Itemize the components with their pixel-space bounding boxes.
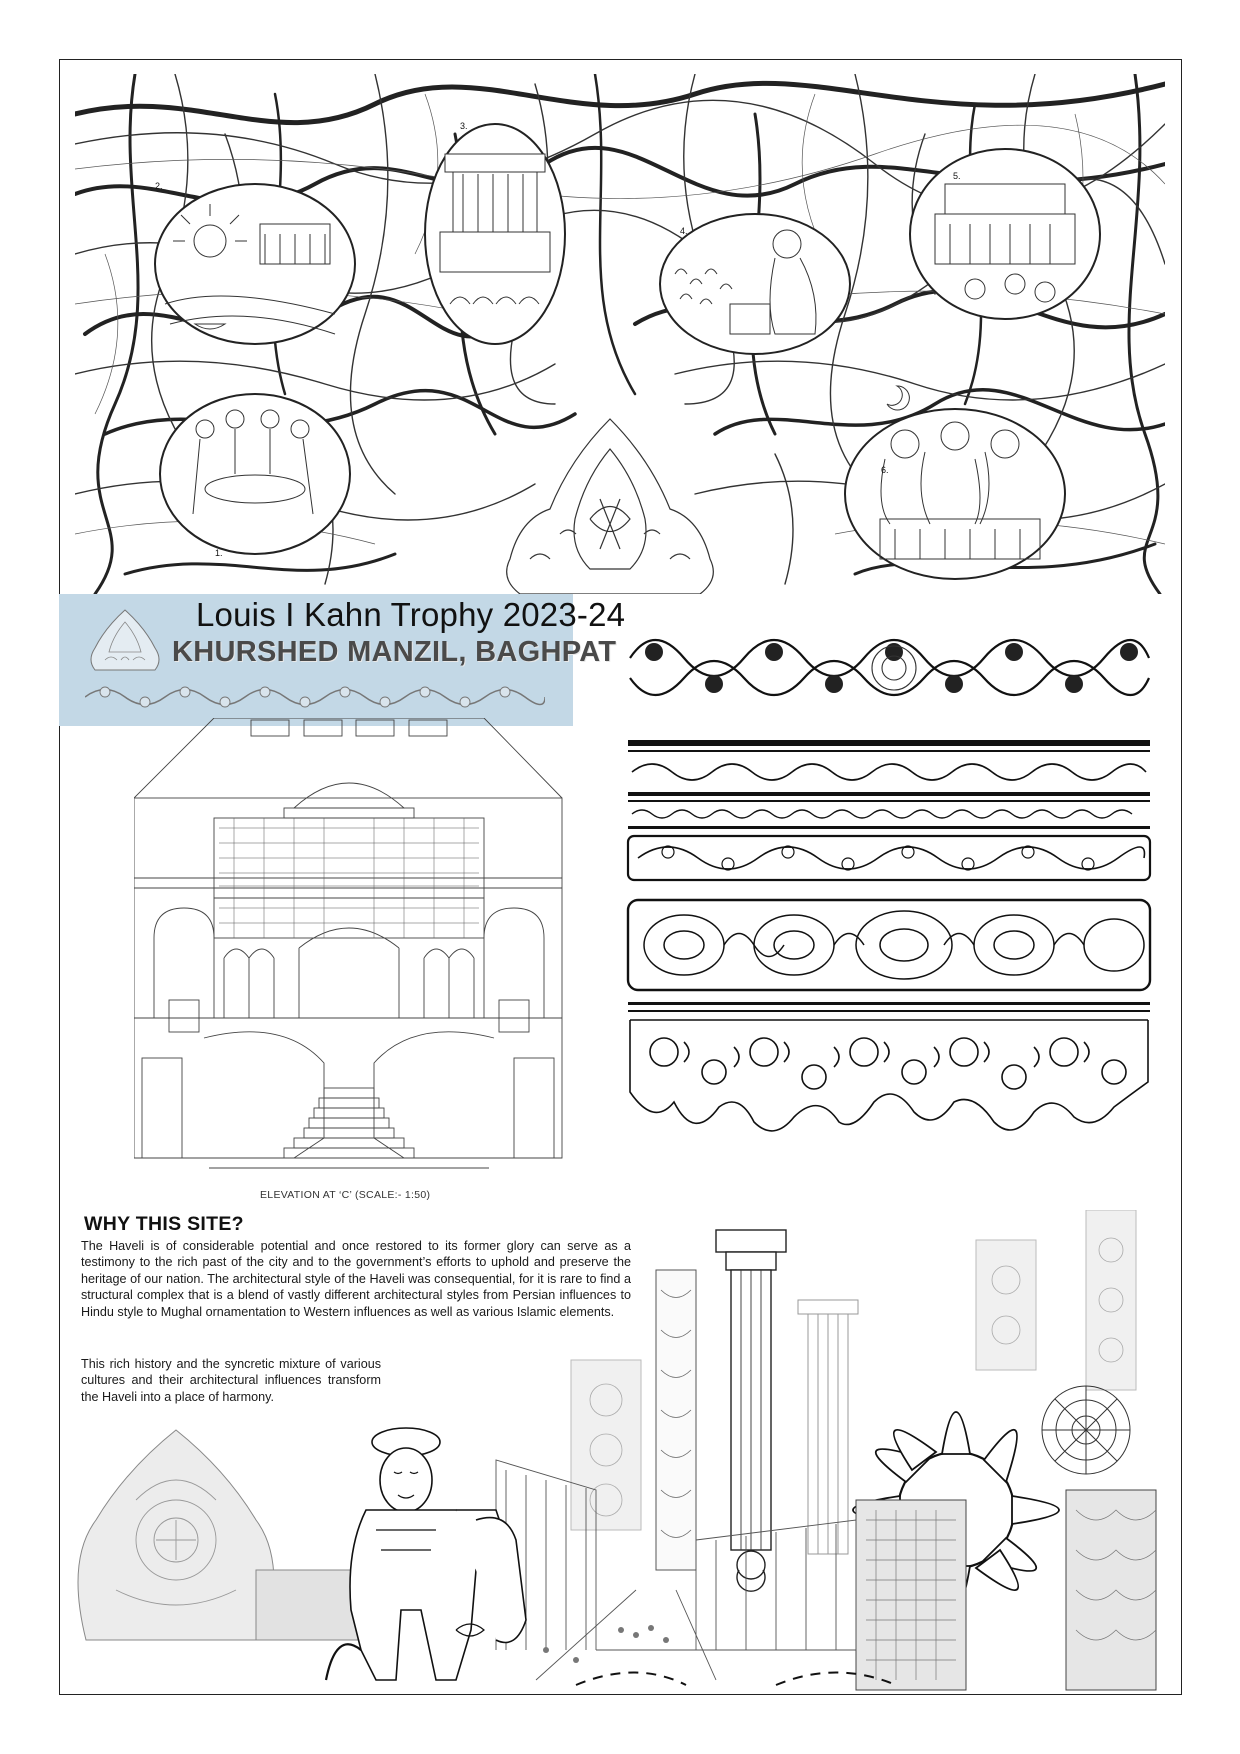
why-site-heading: WHY THIS SITE? [84, 1213, 244, 1235]
site-name: KHURSHED MANZIL, BAGHPAT [172, 636, 617, 668]
panel-number-4: 4. [680, 226, 688, 236]
floral-vine-border [85, 680, 545, 714]
why-site-paragraph-2: This rich history and the syncretic mixture of various cultures and their architectural influences transform the Haveli into a place of harmony. [81, 1357, 381, 1404]
panel-number-6: 6. [881, 465, 889, 475]
ornament-friezes [624, 622, 1154, 1162]
panel-number-3: 3. [460, 121, 468, 131]
tree-roots-illustration [75, 74, 1165, 594]
panel-number-5: 5. [953, 171, 961, 181]
elevation-drawing [134, 718, 564, 1186]
elevation-caption: ELEVATION AT ‘C’ (SCALE:- 1:50) [260, 1189, 431, 1201]
trophy-title: Louis I Kahn Trophy 2023-24 [196, 596, 626, 633]
why-site-paragraph-1: The Haveli is of considerable potential and once restored to its former glory can serve as a testimony to the rich past of the city and to the government’s efforts to uphold and preserve the heritage of our nation. The architectural style of the Haveli was consequential, for it is rare to find a structural complex that is a blend of vastly different architectural styles from Persian influences to Hindu style to Mughal ornamentation to Western influences as well as various Islamic elements. [81, 1239, 631, 1319]
panel-number-2: 2. [155, 181, 163, 191]
ornament-crest-icon [85, 608, 165, 672]
heritage-collage [76, 1210, 1166, 1692]
panel-number-1: 1. [215, 548, 223, 558]
